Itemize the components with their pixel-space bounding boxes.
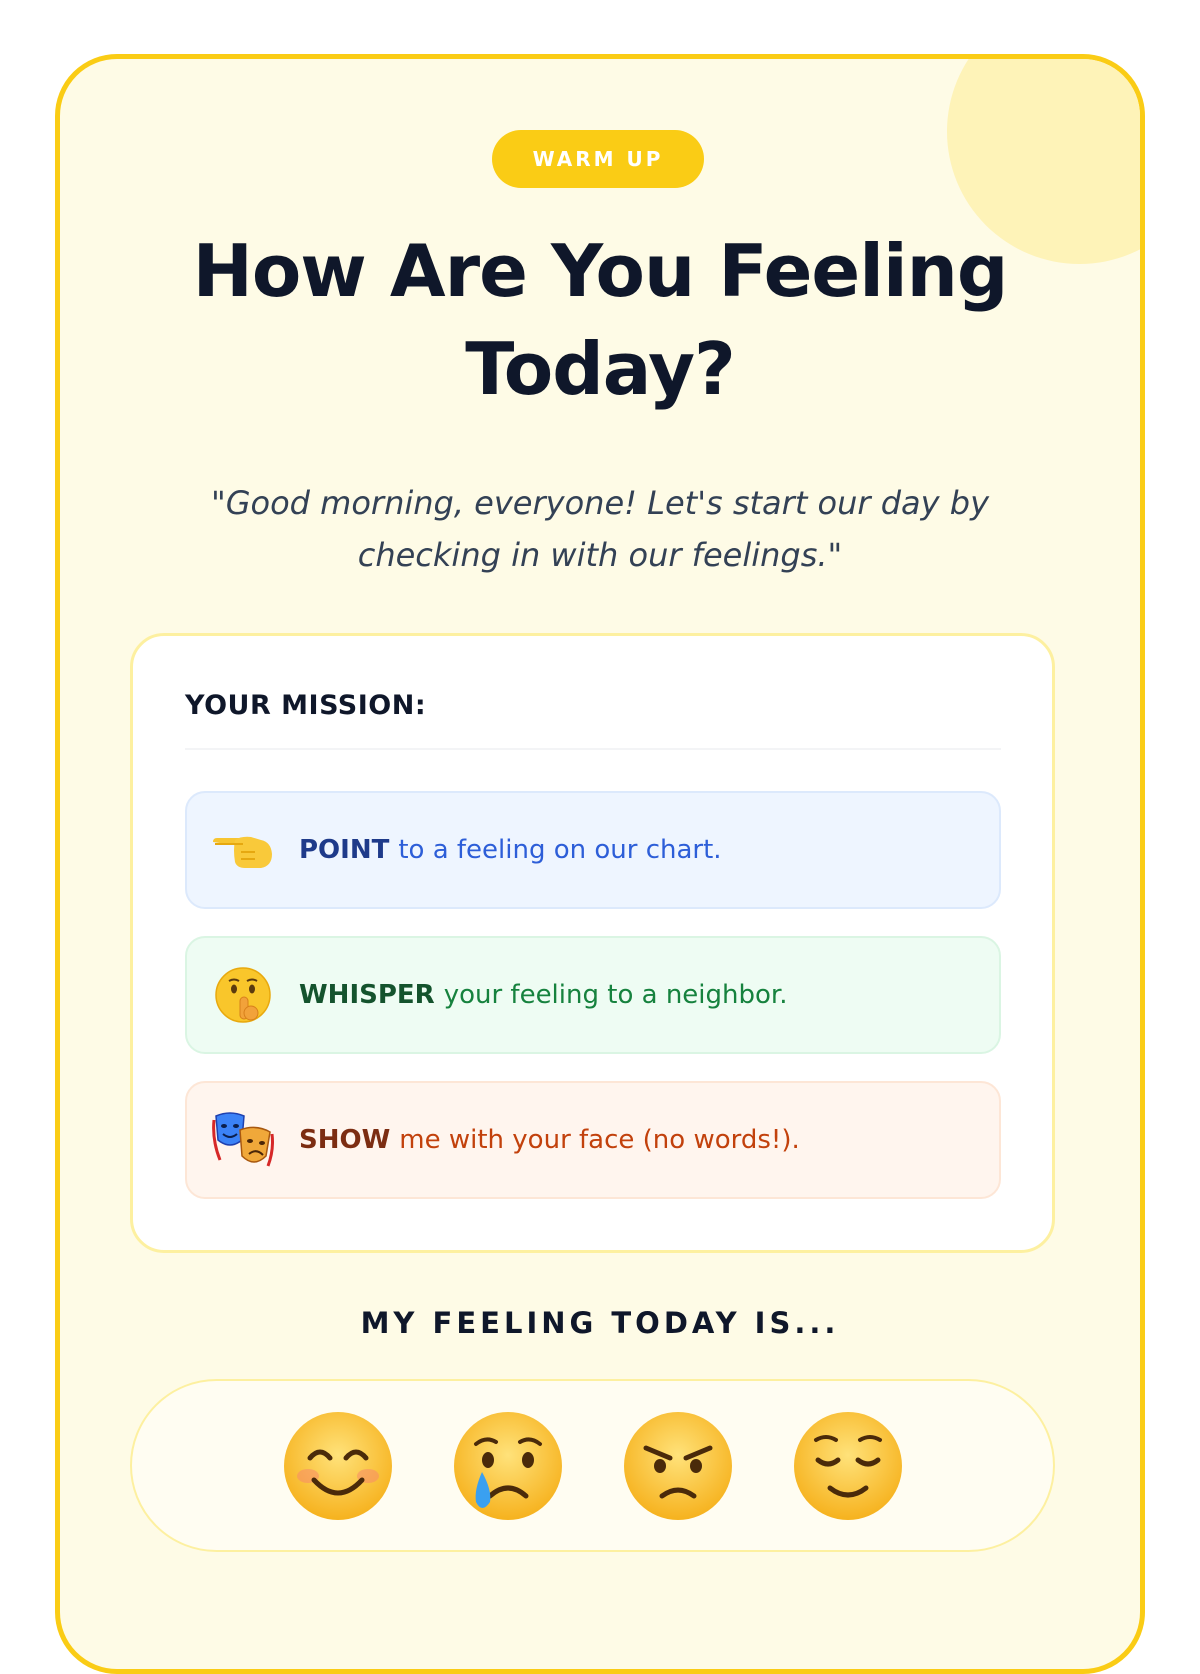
task-verb: POINT (299, 835, 390, 865)
relieved-face-icon[interactable] (792, 1410, 904, 1522)
shushing-face-icon (211, 963, 275, 1027)
mission-task-point (185, 791, 1001, 909)
task-text: your feeling to a neighbor. (443, 980, 788, 1010)
mission-divider (185, 748, 1001, 750)
mission-title: YOUR MISSION: (185, 690, 427, 721)
warm-up-card (55, 54, 1145, 1674)
task-text: me with your face (no words!). (399, 1125, 800, 1155)
feeling-picker (130, 1379, 1055, 1552)
mission-task-show (185, 1081, 1001, 1199)
task-text: to a feeling on our chart. (398, 835, 722, 865)
task-verb: SHOW (299, 1125, 391, 1155)
smiling-face-icon[interactable] (282, 1410, 394, 1522)
intro-quote: "Good morning, everyone! Let's start our day by checking in with our feelings." (211, 484, 989, 574)
task-verb: WHISPER (299, 980, 435, 1010)
angry-face-icon[interactable] (622, 1410, 734, 1522)
crying-face-icon[interactable] (452, 1410, 564, 1522)
performing-arts-masks-icon (211, 1108, 275, 1172)
mission-panel (130, 633, 1055, 1253)
feeling-prompt: MY FEELING TODAY IS... (360, 1306, 840, 1340)
warm-up-badge: WARM UP (492, 130, 704, 188)
page-title: How Are You Feeling Today? (192, 229, 1008, 411)
mission-task-whisper (185, 936, 1001, 1054)
pointing-hand-icon (211, 818, 275, 882)
